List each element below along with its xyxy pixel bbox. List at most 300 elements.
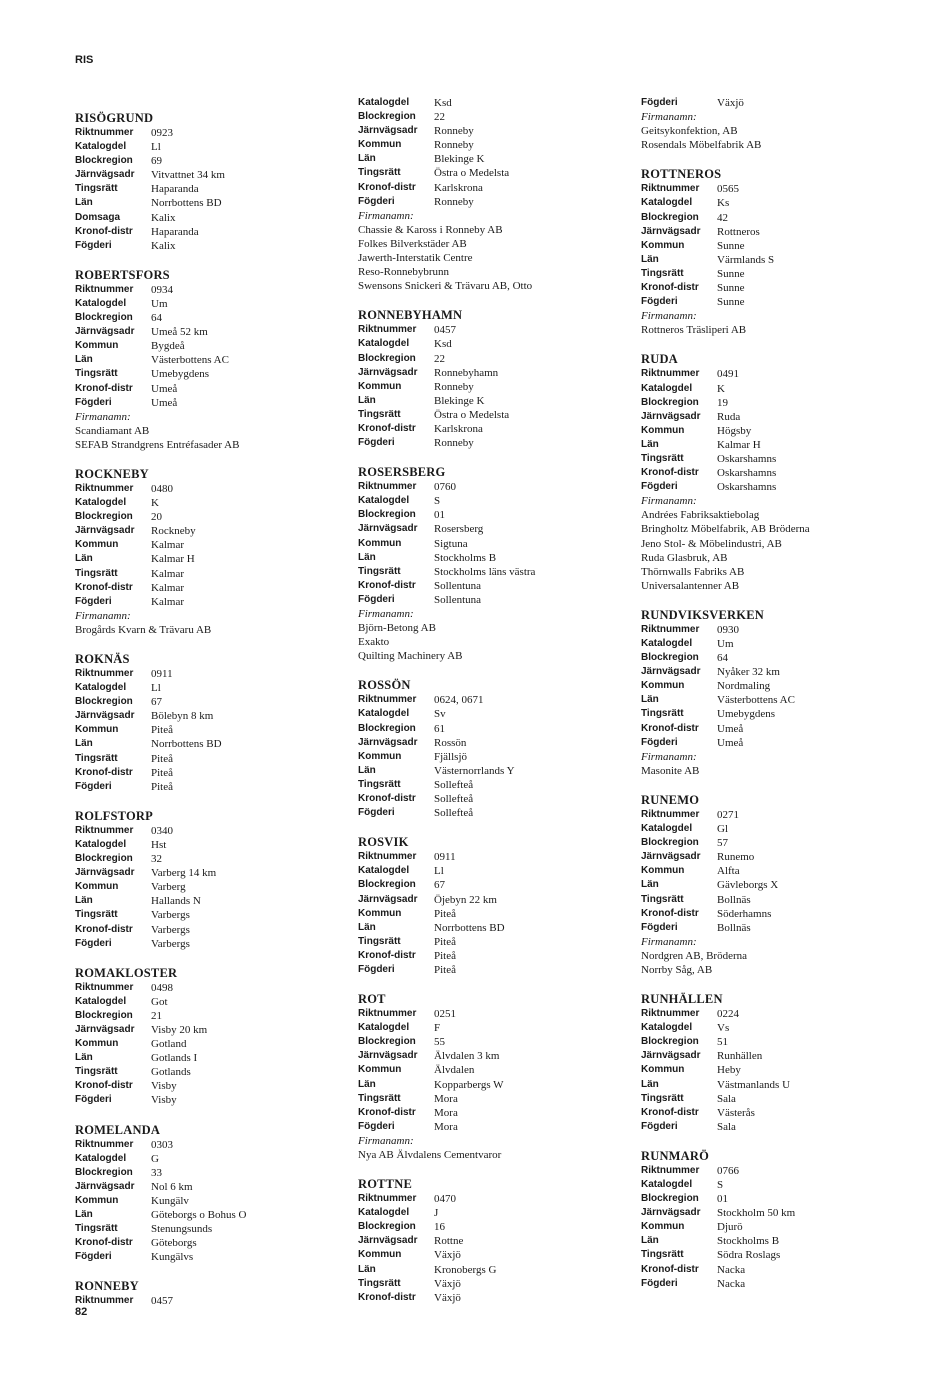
field-label: Tingsrätt: [358, 565, 401, 577]
field-value: Sollentuna: [434, 593, 482, 606]
field-row: [358, 537, 623, 551]
field-row: [641, 225, 906, 239]
field-row: [358, 792, 623, 806]
field-row: [75, 140, 340, 154]
field-value: Varberg: [151, 881, 186, 894]
field-row: [641, 96, 906, 110]
field-label: Fögderi: [358, 963, 395, 975]
field-label: Kommun: [358, 907, 402, 919]
field-label: Kronof-distr: [75, 923, 133, 935]
field-value: Värmlands S: [717, 253, 775, 266]
field-label: Blockregion: [75, 511, 133, 523]
field-value: Älvdalen: [434, 1064, 475, 1077]
field-label: Kronof-distr: [358, 579, 416, 591]
field-value: Oskarshamns: [717, 452, 777, 465]
directory-column-3: [641, 96, 906, 1305]
field-value: Kalmar H: [151, 553, 195, 566]
field-value: Nacka: [717, 1263, 746, 1276]
place-name: ROTTNEROS: [641, 167, 722, 182]
field-row: [358, 1192, 623, 1206]
field-row: [641, 239, 906, 253]
field-value: 22: [434, 111, 445, 124]
field-label: Fögderi: [358, 807, 395, 819]
field-value: Umeå 52 km: [151, 326, 208, 339]
field-value: Växjö: [434, 1277, 461, 1290]
field-row: [358, 494, 623, 508]
field-row: [75, 126, 340, 140]
field-label: Län: [358, 1263, 376, 1275]
field-value: Gotlands I: [151, 1052, 198, 1065]
place-entry: [75, 110, 340, 253]
field-label: Blockregion: [641, 652, 699, 664]
field-row: [358, 422, 623, 436]
field-row: [358, 1234, 623, 1248]
field-row: [75, 225, 340, 239]
field-value: 61: [434, 722, 445, 735]
field-label: Län: [641, 438, 659, 450]
field-value: Ronneby: [434, 195, 474, 208]
field-value: Runemo: [717, 851, 755, 864]
field-label: Län: [641, 1078, 659, 1090]
field-value: S: [434, 495, 441, 508]
field-row: [75, 1180, 340, 1194]
field-row: [75, 838, 340, 852]
field-value: Kalmar: [151, 581, 184, 594]
field-label: Kommun: [358, 750, 402, 762]
field-value: Stockholms B: [434, 551, 497, 564]
field-label: Kommun: [641, 865, 685, 877]
field-value: Karlskrona: [434, 181, 483, 194]
company-name: Universalantenner AB: [641, 579, 740, 592]
field-value: Bygdeå: [151, 340, 185, 353]
field-value: Sala: [717, 1120, 736, 1133]
field-row: [641, 637, 906, 651]
field-row: [75, 1138, 340, 1152]
field-label: Tingsrätt: [641, 267, 684, 279]
field-row: [75, 283, 340, 297]
firmanamn-label: Firmanamn:: [641, 310, 697, 323]
firmanamn-label: Firmanamn:: [641, 495, 697, 508]
field-label: Riktnummer: [75, 824, 134, 836]
field-label: Katalogdel: [358, 1022, 410, 1034]
place-entry: [75, 808, 340, 951]
field-row: [358, 1007, 623, 1021]
field-label: Järnvägsadr: [75, 1023, 135, 1035]
field-value: Kungälvs: [151, 1251, 194, 1264]
field-value: 0491: [717, 368, 739, 381]
field-row: [75, 723, 340, 737]
field-value: Ll: [151, 682, 161, 695]
field-label: Tingsrätt: [641, 1249, 684, 1261]
place-name: ROSERSBERG: [358, 465, 446, 480]
field-label: Järnvägsadr: [641, 1050, 701, 1062]
field-value: Kalix: [151, 211, 176, 224]
field-label: Riktnummer: [75, 482, 134, 494]
field-label: Katalogdel: [641, 197, 693, 209]
field-row: [75, 1166, 340, 1180]
field-value: Gl: [717, 823, 728, 836]
field-value: Runhällen: [717, 1050, 763, 1063]
place-name: RUNDVIKSVERKEN: [641, 607, 764, 622]
field-label: Riktnummer: [641, 1008, 700, 1020]
field-value: Umebygdens: [717, 708, 776, 721]
field-row: [75, 1051, 340, 1065]
field-label: Katalogdel: [358, 708, 410, 720]
field-value: 32: [151, 853, 162, 866]
field-value: Djurö: [717, 1221, 743, 1234]
field-row: [75, 567, 340, 581]
field-label: Riktnummer: [641, 623, 700, 635]
field-label: Järnvägsadr: [641, 410, 701, 422]
field-row: [75, 923, 340, 937]
field-row: [641, 267, 906, 281]
company-name: Folkes Bilverkstäder AB: [358, 237, 467, 250]
field-label: Blockregion: [75, 155, 133, 167]
field-value: Varberg 14 km: [151, 867, 217, 880]
field-value: 33: [151, 1166, 162, 1179]
field-value: Kalix: [151, 239, 176, 252]
field-label: Kronof-distr: [641, 1106, 699, 1118]
field-label: Kommun: [358, 1064, 402, 1076]
field-row: [358, 750, 623, 764]
field-label: Kommun: [641, 1064, 685, 1076]
field-value: Sunne: [717, 296, 745, 309]
field-row: [358, 963, 623, 977]
continued-entry: [641, 96, 906, 152]
field-row: [641, 651, 906, 665]
field-row: [75, 1152, 340, 1166]
place-name: RUDA: [641, 352, 678, 367]
field-label: Kronof-distr: [358, 422, 416, 434]
field-value: Varbergs: [151, 937, 190, 950]
place-entry: [75, 965, 340, 1108]
field-row: [358, 864, 623, 878]
place-name: ROCKNEBY: [75, 466, 149, 481]
field-value: Norrbottens BD: [151, 197, 222, 210]
field-value: Rosersberg: [434, 523, 484, 536]
field-row: [358, 1063, 623, 1077]
field-row: [75, 1250, 340, 1264]
field-value: Ronneby: [434, 380, 474, 393]
field-label: Blockregion: [641, 396, 699, 408]
field-row: [358, 1092, 623, 1106]
field-value: Umeå: [717, 722, 744, 735]
field-label: Fögderi: [641, 736, 678, 748]
field-row: [358, 152, 623, 166]
field-label: Län: [358, 921, 376, 933]
field-value: 0470: [434, 1193, 456, 1206]
field-row: [641, 822, 906, 836]
field-value: Piteå: [151, 780, 173, 793]
field-label: Järnvägsadr: [75, 525, 135, 537]
field-value: Öjebyn 22 km: [434, 893, 497, 906]
field-label: Län: [75, 354, 93, 366]
field-label: Blockregion: [641, 1193, 699, 1205]
field-label: Riktnummer: [358, 481, 417, 493]
company-name: Norrby Såg, AB: [641, 963, 713, 976]
field-label: Kronof-distr: [641, 1263, 699, 1275]
field-label: Kommun: [358, 380, 402, 392]
company-name: Reso-Ronnebybrunn: [358, 266, 450, 279]
field-label: Tingsrätt: [641, 708, 684, 720]
company-name: Jawerth-Interstatik Centre: [358, 252, 473, 265]
field-label: Blockregion: [358, 509, 416, 521]
field-label: Riktnummer: [641, 183, 700, 195]
field-value: Kopparbergs W: [434, 1078, 504, 1091]
field-row: [358, 1021, 623, 1035]
field-value: Umeå: [717, 736, 744, 749]
field-label: Tingsrätt: [358, 167, 401, 179]
field-label: Järnvägsadr: [75, 1180, 135, 1192]
field-row: [75, 297, 340, 311]
field-row: [358, 579, 623, 593]
field-value: Haparanda: [151, 183, 199, 196]
field-row: [358, 96, 623, 110]
field-value: Got: [151, 995, 168, 1008]
field-label: Tingsrätt: [358, 408, 401, 420]
field-label: Järnvägsadr: [358, 366, 418, 378]
field-label: Blockregion: [641, 1036, 699, 1048]
page-header: RIS: [75, 54, 94, 66]
field-value: Gotland: [151, 1038, 187, 1051]
field-row: [641, 665, 906, 679]
field-value: J: [434, 1207, 439, 1220]
field-label: Blockregion: [75, 312, 133, 324]
place-entry: [358, 464, 623, 663]
field-label: Län: [75, 738, 93, 750]
field-label: Län: [358, 1078, 376, 1090]
field-row: [641, 1078, 906, 1092]
place-name: ROTTNE: [358, 1177, 412, 1192]
field-row: [75, 552, 340, 566]
field-value: K: [717, 382, 725, 395]
field-label: Kommun: [641, 239, 685, 251]
field-value: Rottneros: [717, 225, 760, 238]
field-label: Domsaga: [75, 211, 121, 223]
field-row: [641, 1092, 906, 1106]
field-label: Tingsrätt: [75, 183, 118, 195]
field-row: [75, 752, 340, 766]
field-label: Fögderi: [641, 1120, 678, 1132]
field-row: [75, 780, 340, 794]
place-name: ROSSÖN: [358, 678, 411, 693]
place-name: RISÖGRUND: [75, 111, 154, 125]
field-row: [358, 480, 623, 494]
field-row: [358, 181, 623, 195]
field-row: [358, 722, 623, 736]
field-row: [641, 211, 906, 225]
field-row: [75, 1079, 340, 1093]
field-row: [75, 1236, 340, 1250]
field-row: [75, 737, 340, 751]
field-value: 0224: [717, 1008, 739, 1021]
field-row: [75, 482, 340, 496]
field-label: Riktnummer: [358, 324, 417, 336]
field-label: Riktnummer: [358, 1193, 417, 1205]
field-value: Visby: [151, 1080, 177, 1093]
company-name: Brogårds Kvarn & Trävaru AB: [75, 623, 212, 636]
field-label: Län: [75, 1209, 93, 1220]
field-row: [358, 522, 623, 536]
field-label: Kronof-distr: [641, 907, 699, 919]
field-value: F: [434, 1022, 441, 1035]
field-label: Kommun: [75, 340, 119, 352]
place-entry: [75, 466, 340, 637]
field-row: [641, 396, 906, 410]
field-label: Fögderi: [641, 481, 678, 493]
field-label: Kronof-distr: [75, 766, 133, 778]
field-label: Tingsrätt: [358, 935, 401, 947]
field-label: Kommun: [358, 537, 402, 549]
place-name: ROSVIK: [358, 835, 409, 850]
field-value: Blekinge K: [434, 394, 485, 407]
field-label: Fögderi: [75, 780, 112, 792]
field-label: Katalogdel: [75, 141, 127, 153]
field-value: Norrbottens BD: [151, 738, 222, 751]
field-value: Bölebyn 8 km: [151, 710, 214, 723]
field-row: [358, 736, 623, 750]
field-value: 67: [434, 879, 445, 892]
field-row: [358, 921, 623, 935]
place-entry: [358, 1176, 623, 1305]
field-value: Söderhamns: [717, 907, 772, 920]
field-row: [358, 949, 623, 963]
field-label: Län: [75, 197, 93, 209]
field-label: Järnvägsadr: [358, 523, 418, 535]
company-name: Chassie & Kaross i Ronneby AB: [358, 223, 503, 236]
field-value: Piteå: [151, 766, 173, 779]
field-label: Kronof-distr: [75, 581, 133, 593]
field-value: Visby 20 km: [151, 1023, 208, 1036]
field-row: [75, 496, 340, 510]
field-value: Sv: [434, 708, 446, 721]
field-label: Kommun: [75, 1038, 119, 1050]
field-row: [358, 850, 623, 864]
field-label: Kronof-distr: [75, 1237, 133, 1249]
field-label: Järnvägsadr: [641, 1207, 701, 1219]
place-entry: [641, 792, 906, 977]
field-label: Fögderi: [641, 97, 678, 108]
field-value: 16: [434, 1221, 445, 1234]
field-row: [75, 1093, 340, 1107]
field-value: 0457: [434, 324, 456, 337]
field-value: Stockholms B: [717, 1235, 780, 1248]
field-row: [641, 693, 906, 707]
field-row: [641, 836, 906, 850]
field-value: Kalmar: [151, 539, 184, 552]
field-row: [75, 894, 340, 908]
field-row: [641, 452, 906, 466]
field-value: Ksd: [434, 338, 452, 351]
field-row: [75, 908, 340, 922]
field-label: Kommun: [75, 1194, 119, 1206]
field-row: [358, 394, 623, 408]
field-row: [75, 367, 340, 381]
field-row: [641, 1248, 906, 1262]
field-row: [641, 893, 906, 907]
field-value: Västmanlands U: [717, 1078, 791, 1091]
field-row: [75, 168, 340, 182]
field-row: [641, 1206, 906, 1220]
field-label: Järnvägsadr: [75, 169, 135, 181]
field-row: [358, 593, 623, 607]
field-label: Riktnummer: [641, 1164, 700, 1176]
field-value: 42: [717, 211, 728, 224]
field-row: [641, 1007, 906, 1021]
firmanamn-label: Firmanamn:: [75, 609, 131, 622]
field-label: Kommun: [75, 539, 119, 551]
field-row: [641, 907, 906, 921]
field-row: [358, 195, 623, 209]
field-label: Riktnummer: [641, 368, 700, 380]
field-label: Kronof-distr: [358, 949, 416, 961]
field-value: Nol 6 km: [151, 1180, 193, 1193]
field-label: Tingsrätt: [641, 893, 684, 905]
field-row: [75, 709, 340, 723]
place-name: ROKNÄS: [75, 652, 130, 666]
field-row: [75, 1208, 340, 1222]
company-name: Jeno Stol- & Möbelindustri, AB: [641, 537, 782, 550]
directory-column-2: [358, 96, 623, 1319]
field-label: Blockregion: [75, 1009, 133, 1021]
field-value: Östra o Medelsta: [434, 167, 510, 180]
place-entry: [75, 1278, 340, 1308]
field-value: 0911: [434, 851, 456, 864]
field-row: [75, 311, 340, 325]
field-value: Karlskrona: [434, 422, 483, 435]
field-row: [641, 410, 906, 424]
field-label: Tingsrätt: [75, 1066, 118, 1078]
place-name: ROMELANDA: [75, 1122, 161, 1137]
field-label: Fögderi: [641, 296, 678, 308]
field-row: [75, 1037, 340, 1051]
field-label: Katalogdel: [75, 682, 127, 694]
field-label: Blockregion: [358, 352, 416, 364]
place-entry: [75, 1122, 340, 1265]
field-value: Bollnäs: [717, 893, 751, 906]
field-row: [641, 466, 906, 480]
company-name: Exakto: [358, 636, 390, 649]
field-label: Järnvägsadr: [75, 326, 135, 338]
field-label: Kommun: [75, 724, 119, 736]
company-name: Björn-Betong AB: [358, 622, 436, 635]
field-value: Västernorrlands Y: [434, 764, 515, 777]
field-value: Sollefteå: [434, 793, 474, 806]
field-label: Katalogdel: [358, 338, 410, 350]
field-row: [75, 1222, 340, 1236]
field-value: Ronneby: [434, 125, 474, 138]
field-label: Riktnummer: [75, 127, 134, 138]
field-label: Län: [641, 253, 659, 265]
field-row: [75, 1065, 340, 1079]
field-label: Riktnummer: [75, 981, 134, 993]
field-value: Sala: [717, 1092, 736, 1105]
field-value: Varbergs: [151, 923, 190, 936]
field-row: [75, 866, 340, 880]
firmanamn-label: Firmanamn:: [641, 935, 697, 948]
field-label: Riktnummer: [75, 283, 134, 295]
field-value: Västerås: [717, 1106, 755, 1119]
field-label: Blockregion: [358, 722, 416, 734]
field-row: [641, 438, 906, 452]
field-label: Blockregion: [641, 211, 699, 223]
field-value: 01: [434, 509, 445, 522]
field-row: [75, 1194, 340, 1208]
field-value: Piteå: [434, 907, 456, 920]
field-row: [358, 323, 623, 337]
field-row: [75, 382, 340, 396]
field-value: 22: [434, 352, 445, 365]
